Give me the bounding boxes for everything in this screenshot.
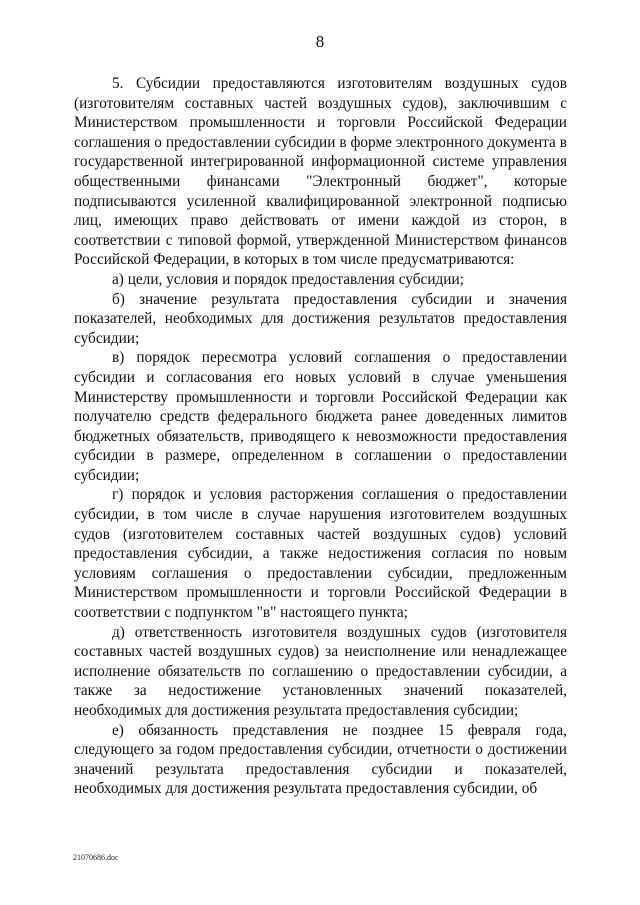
- paragraph-item-b: б) значение результата предоставления субсидии и значения показателей, необходимых для достижения результатов предоставления субсидии;: [74, 290, 567, 347]
- paragraph-item-g: г) порядок и условия расторжения соглашения о предоставлении субсидии, в том числе в случае нарушения изготовителем воздушных судов (изготовителем составных частей воздушных судов) условий предоставления субсидии, а также недостижения согласия по новым условиям соглашения о предоставлении субсидии, предложенным Министерством промышленности и торговли Российской Федерации в соответствии с подпунктом "в" настоящего пункта;: [74, 486, 567, 622]
- paragraph-item-a: а) цели, условия и порядок предоставления субсидии;: [112, 270, 464, 288]
- page-number: 8: [315, 32, 325, 51]
- paragraph-item-e: е) обязанность представления не позднее 15 февраля года, следующего за годом предоставления субсидии, отчетности о достижении значений результата предоставления субсидии и показателей, необходимых для достижения результата предоставления субсидии, об: [74, 721, 567, 798]
- paragraph-item-v: в) порядок пересмотра условий соглашения о предоставлении субсидии и согласования его новых условий в случае уменьшения Министерству промышленности и торговли Российской Федерации как получателю средств федерального бюджета ранее доведенных лимитов бюджетных обязательств, приводящего к невозможности предоставления субсидии в размере, определенном в соглашении о предоставлении субсидии;: [74, 349, 567, 484]
- paragraph-item-d: д) ответственность изготовителя воздушных судов (изготовителя составных частей воздушных судов) за неисполнение или ненадлежащее исполнение обязательств по соглашению о предоставлении субсидии, а также за недостижение установленных значений показателей, необходимых для достижения результата предоставления субсидии;: [74, 623, 567, 719]
- document-filename-footer: 21070686.doc: [73, 853, 119, 862]
- document-body: [74, 74, 567, 799]
- paragraph-5: 5. Субсидии предоставляются изготовителям воздушных судов (изготовителям составных частей воздушных судов), заключившим с Министерством промышленности и торговли Российской Федерации соглашения о предоставлении субсидии в форме электронного документа в государственной интегрированной информационной системе управления общественными финансами "Электронный бюджет", которые подписываются усиленной квалифицированной электронной подписью лиц, имеющих право действовать от имени каждой из сторон, в соответствии с типовой формой, утвержденной Министерством финансов Российской Федерации, в которых в том числе предусматриваются:: [74, 75, 567, 269]
